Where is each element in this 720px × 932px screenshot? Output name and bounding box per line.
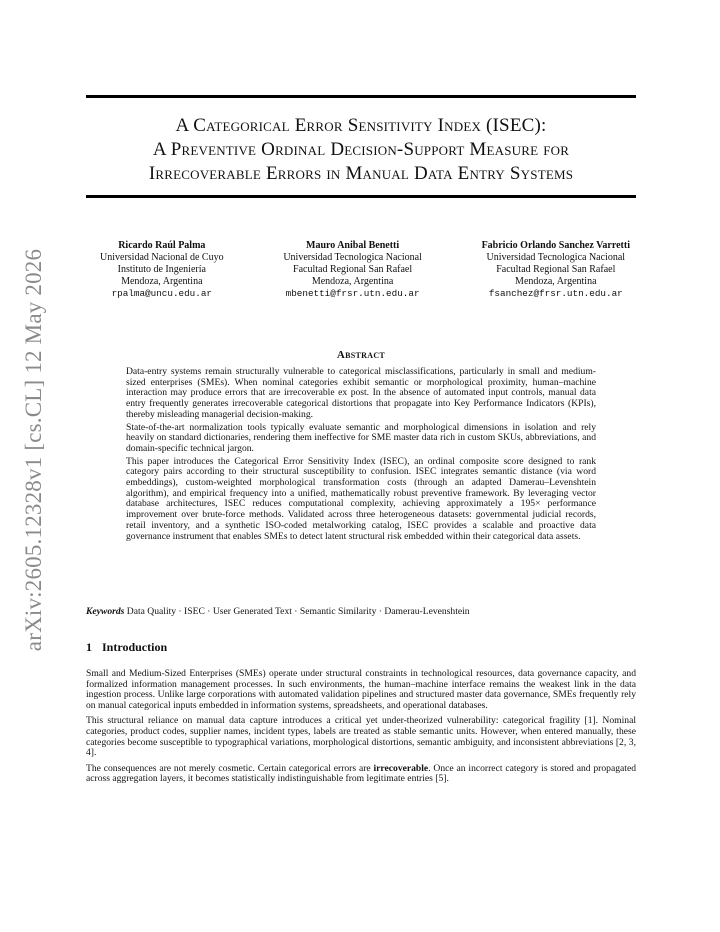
abstract-body bbox=[126, 367, 596, 544]
body-paragraph: Small and Medium-Sized Enterprises (SMEs) operate under structural constraints in technological resources, data governance capacity, and formalized information management processes. In such environments, the human–machine interface remains the weakest link in the data ingestion process. Unlike large corporations with automated validation pipelines and structured master data governance, SMEs frequently rely on manual categorical inputs embedded in information systems, spreadsheets, and operational databases. bbox=[86, 668, 636, 711]
keywords-line bbox=[86, 606, 636, 617]
author-location: Mendoza, Argentina bbox=[515, 276, 597, 287]
abstract-paragraph: State-of-the-art normalization tools typically evaluate semantic and morphological dimensions in isolation and rely heavily on standard dictionaries, rendering them ineffective for SME master data rich in custom SKUs, abbreviations, and domain-specific technical jargon. bbox=[126, 421, 596, 454]
author-name: Ricardo Raúl Palma bbox=[118, 240, 206, 251]
section-title: Introduction bbox=[102, 640, 168, 654]
introduction-body bbox=[86, 669, 636, 790]
body-paragraph: This structural reliance on manual data capture introduces a critical yet under-theorized vulnerability: categorical fragility [1]. Nominal categories, product codes, supplier names, incident types, labels are treated as stable semantic units. However, when entered manually, these categories become susceptible to typographical variations, morphological distortions, semantic ambiguity, and inconsistent abbreviations [2, 3, 4]. bbox=[86, 715, 636, 759]
body-text: . Once an incorrect category is stored and propagated across aggregation layers, it becomes statistically indistinguishable from legitimate entries [5]. bbox=[86, 762, 636, 785]
body-paragraph bbox=[86, 764, 636, 785]
author-2 bbox=[283, 240, 422, 300]
author-email[interactable]: mbenetti@frsr.utn.edu.ar bbox=[285, 288, 420, 299]
author-name: Mauro Anibal Benetti bbox=[306, 240, 400, 251]
author-location: Mendoza, Argentina bbox=[311, 276, 394, 287]
author-name: Fabricio Orlando Sanchez Varretti bbox=[481, 240, 630, 251]
author-affiliation: Universidad Tecnologica Nacional bbox=[486, 252, 626, 263]
paper-title bbox=[86, 114, 636, 186]
author-email[interactable]: fsanchez@frsr.utn.edu.ar bbox=[488, 288, 623, 299]
title-top-rule bbox=[86, 95, 636, 98]
author-department: Instituto de Ingeniería bbox=[117, 264, 206, 275]
author-location: Mendoza, Argentina bbox=[121, 276, 203, 287]
section-number: 1 bbox=[86, 640, 92, 654]
arxiv-identifier: arXiv:2605.12328v1 [cs.CL] 12 May 2026 bbox=[21, 248, 47, 652]
author-3 bbox=[482, 240, 630, 300]
keywords-label: Keywords bbox=[86, 606, 125, 617]
body-text: The consequences are not merely cosmetic. Certain categorical errors are bbox=[86, 762, 374, 774]
title-line-2: A Preventive Ordinal Decision-Support Measure for bbox=[152, 139, 570, 160]
author-department: Facultad Regional San Rafael bbox=[496, 264, 616, 275]
section-heading bbox=[86, 640, 167, 655]
author-department: Facultad Regional San Rafael bbox=[293, 264, 413, 275]
title-bottom-rule bbox=[86, 195, 636, 198]
title-line-1: A Categorical Error Sensitivity Index (ISEC): bbox=[175, 115, 547, 136]
title-line-3: Irrecoverable Errors in Manual Data Entry Systems bbox=[148, 163, 574, 184]
abstract-heading: Abstract bbox=[336, 349, 386, 361]
emphasis-text: irrecoverable bbox=[373, 762, 429, 774]
keywords-text: Data Quality · ISEC · User Generated Text · Semantic Similarity · Damerau-Levenshtein bbox=[126, 606, 470, 617]
author-block bbox=[100, 240, 630, 300]
author-affiliation: Universidad Tecnologica Nacional bbox=[283, 252, 422, 263]
author-email[interactable]: rpalma@uncu.edu.ar bbox=[111, 288, 213, 299]
author-1 bbox=[100, 240, 224, 300]
abstract-paragraph: This paper introduces the Categorical Error Sensitivity Index (ISEC), an ordinal composite score designed to rank category pairs according to their structural susceptibility to confusion. ISEC integrates semantic distance (via word embeddings), custom-weighted morphological transformation costs (through an adapted Damerau–Levenshtein algorithm), and empirical frequency into a unified, mathematically robust preventive framework. By leveraging vector database architectures, ISEC reduces computational complexity, achieving approximately a 195× performance improvement over brute-force methods. Validated across three heterogeneous datasets: governmental judicial records, retail inventory, and a synthetic ISO-coded metalworking catalog, ISEC provides a scalable and proactive data governance instrument that enables SMEs to detect latent structural risk embedded within their categorical data assets. bbox=[126, 455, 596, 542]
author-affiliation: Universidad Nacional de Cuyo bbox=[100, 252, 224, 263]
abstract-paragraph: Data-entry systems remain structurally vulnerable to categorical misclassifications, particularly in small and medium-sized enterprises (SMEs). When nominal categories exhibit semantic or morphological proximity, human–machine interaction may produce errors that are irrecoverable ex post. In the absence of automated input controls, manual data entry frequently generates irrecoverable categorical distortions that propagate into Key Performance Indicators (KPIs), thereby misleading managerial decision-making. bbox=[126, 366, 596, 420]
